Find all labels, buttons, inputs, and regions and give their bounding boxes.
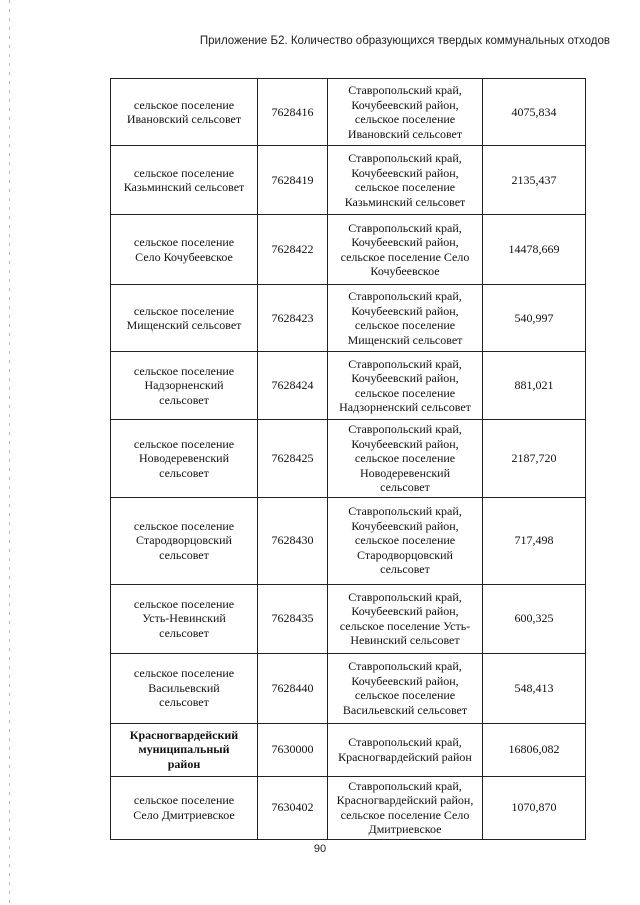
location-cell-line: сельское поселение Село [340,807,470,822]
location-cell-line: Кочубеевский район, [351,518,459,533]
settlement-name-cell-line: сельское поселение [133,165,235,180]
location-cell [328,146,483,215]
waste-amount-cell: 600,325 [483,584,586,653]
settlement-name-cell [111,420,258,498]
waste-amount-cell: 548,413 [483,653,586,723]
page-header: Приложение Б2. Количество образующихся твердых коммунальных отходов [199,35,610,47]
location-cell [328,584,483,653]
settlement-name-cell-line: Казьминский сельсовет [123,180,245,194]
location-cell-line: сельское поселение [354,385,456,400]
table-row [111,79,586,146]
location-cell [328,723,483,776]
settlement-name-cell-line: сельское поселение [133,436,235,451]
location-cell-line: Васильевский сельсовет [342,702,468,717]
waste-amount-cell: 540,997 [483,285,586,352]
scan-edge-marks [9,0,10,905]
settlement-name-cell-line: сельское поселение [133,97,235,112]
location-cell-line: Ставропольский край, [348,504,462,519]
oktmo-code-cell: 7628424 [258,352,328,420]
oktmo-code-cell: 7628435 [258,584,328,653]
location-cell [328,352,483,420]
waste-amount-cell: 2187,720 [483,420,586,498]
settlement-name-cell-line: сельское поселение [133,235,235,249]
oktmo-code-cell: 7628423 [258,285,328,352]
settlement-name-cell-line: Село Кочубеевское [135,249,233,264]
location-cell-line: Кочубеевский район, [351,436,459,451]
settlement-name-cell [111,653,258,723]
settlement-name-cell-line: сельское поселение [133,596,235,611]
location-cell [328,79,483,146]
location-cell-line: Мищенский сельсовет [347,332,463,347]
settlement-name-cell-line: Ивановский сельсовет [126,112,242,126]
table-row [111,653,586,723]
table-row [111,776,586,839]
location-cell-line: Кочубеевский район, [351,97,459,112]
settlement-name-cell-line: муниципальный [138,742,230,757]
location-cell-line: Кочубеевское [370,264,440,278]
location-cell-line: Ставропольский край, [348,778,462,793]
settlement-name-cell [111,215,258,285]
location-cell-line: Ставропольский край, [348,735,462,749]
location-cell-line: сельское поселение [354,451,456,465]
waste-amount-cell: 717,498 [483,497,586,584]
settlement-name-cell-line: сельсовет [159,465,209,480]
location-cell-line: Ставропольский край, [348,589,462,604]
location-cell [328,215,483,285]
oktmo-code-cell: 7628419 [258,146,328,215]
table-row [111,215,586,285]
oktmo-code-cell: 7630402 [258,776,328,839]
location-cell-line: сельское поселение [354,533,456,548]
oktmo-code-cell: 7628430 [258,497,328,584]
location-cell-line: Кочубеевский район, [351,371,459,385]
table-row [111,352,586,420]
table-row [111,146,586,215]
waste-amount-cell: 16806,082 [483,723,586,776]
settlement-name-cell [111,352,258,420]
location-cell-line: Стародворцовский [357,547,453,562]
settlement-name-cell-line: Красногвардейский [129,727,239,742]
oktmo-code-cell: 7628425 [258,420,328,498]
location-cell-line: Кочубеевский район, [351,673,459,688]
location-cell-line: Дмитриевское [368,822,442,836]
location-cell-line: Кочубеевский район, [351,604,459,618]
settlement-name-cell-line: сельсовет [159,625,209,640]
location-cell-line: Красногвардейский район [338,749,472,764]
table-row [111,420,586,498]
location-cell-line: Красногвардейский район, [336,793,474,807]
table-row [111,497,586,584]
settlement-name-cell-line: сельское поселение [133,793,235,807]
location-cell-line: сельсовет [380,480,430,494]
settlement-name-cell-line: сельсовет [159,695,209,710]
oktmo-code-cell: 7628440 [258,653,328,723]
settlement-name-cell-line: Новодеревенский [138,451,229,465]
location-cell-line: Ставропольский край, [348,356,462,371]
location-cell-line: Ставропольский край, [348,83,462,97]
settlement-name-cell-line: сельское поселение [133,363,235,378]
settlement-name-cell-line: Надзорненский [144,378,224,393]
location-cell-line: сельское поселение Село [340,249,470,264]
settlement-name-cell-line: Васильевский [148,680,220,695]
location-cell-line: Надзорненский сельсовет [339,400,471,414]
location-cell-line: Казьминский сельсовет [344,194,466,209]
settlement-name-cell-line: сельское поселение [133,666,235,681]
table-row [111,584,586,653]
settlement-name-cell [111,146,258,215]
oktmo-code-cell: 7630000 [258,723,328,776]
table-row [111,285,586,352]
location-cell [328,420,483,498]
location-cell [328,497,483,584]
settlement-name-cell-line: Мищенский сельсовет [126,318,242,332]
waste-amount-cell: 881,021 [483,352,586,420]
settlement-name-cell-line: сельское поселение [133,518,235,533]
settlement-name-cell [111,497,258,584]
settlement-name-cell [111,79,258,146]
location-cell-line: сельское поселение Усть- [339,618,471,633]
waste-table [110,78,585,840]
settlement-name-cell-line: сельское поселение [133,303,235,318]
settlement-name-cell [111,584,258,653]
location-cell-line: Ивановский сельсовет [347,126,463,141]
location-cell-line: сельское поселение [354,688,456,702]
settlement-name-cell-line: сельсовет [159,392,209,407]
oktmo-code-cell: 7628416 [258,79,328,146]
settlement-name-cell [111,723,258,776]
settlement-name-cell [111,285,258,352]
location-cell-line: Кочубеевский район, [351,165,459,180]
location-cell [328,285,483,352]
settlement-name-cell-line: Усть-Невинский [142,611,226,626]
location-cell-line: сельское поселение [354,180,456,194]
page-number: 90 [313,843,327,855]
location-cell-line: сельское поселение [354,318,456,332]
settlement-name-cell-line: Село Дмитриевское [133,807,235,822]
oktmo-code-cell: 7628422 [258,215,328,285]
settlement-name-cell-line: сельсовет [159,547,209,562]
location-cell-line: Ставропольский край, [348,151,462,165]
location-cell [328,653,483,723]
location-cell-line: Невинский сельсовет [350,633,460,647]
location-cell-line: Ставропольский край, [348,422,462,436]
settlement-name-cell-line: район [167,756,201,771]
location-cell-line: Ставропольский край, [348,289,462,303]
waste-amount-cell: 2135,437 [483,146,586,215]
waste-amount-cell: 1070,870 [483,776,586,839]
location-cell-line: Ставропольский край, [348,659,462,673]
location-cell-line: сельсовет [380,562,430,577]
location-cell-line: сельское поселение [354,112,456,126]
table-body [111,79,586,840]
settlement-name-cell [111,776,258,839]
settlement-name-cell-line: Стародворцовский [136,533,232,548]
location-cell-line: Кочубеевский район, [351,303,459,318]
location-cell [328,776,483,839]
waste-amount-cell: 4075,834 [483,79,586,146]
table-row [111,723,586,776]
waste-amount-cell: 14478,669 [483,215,586,285]
location-cell-line: Кочубеевский район, [351,235,459,249]
location-cell-line: Ставропольский край, [348,220,462,235]
location-cell-line: Новодеревенский [359,465,450,480]
